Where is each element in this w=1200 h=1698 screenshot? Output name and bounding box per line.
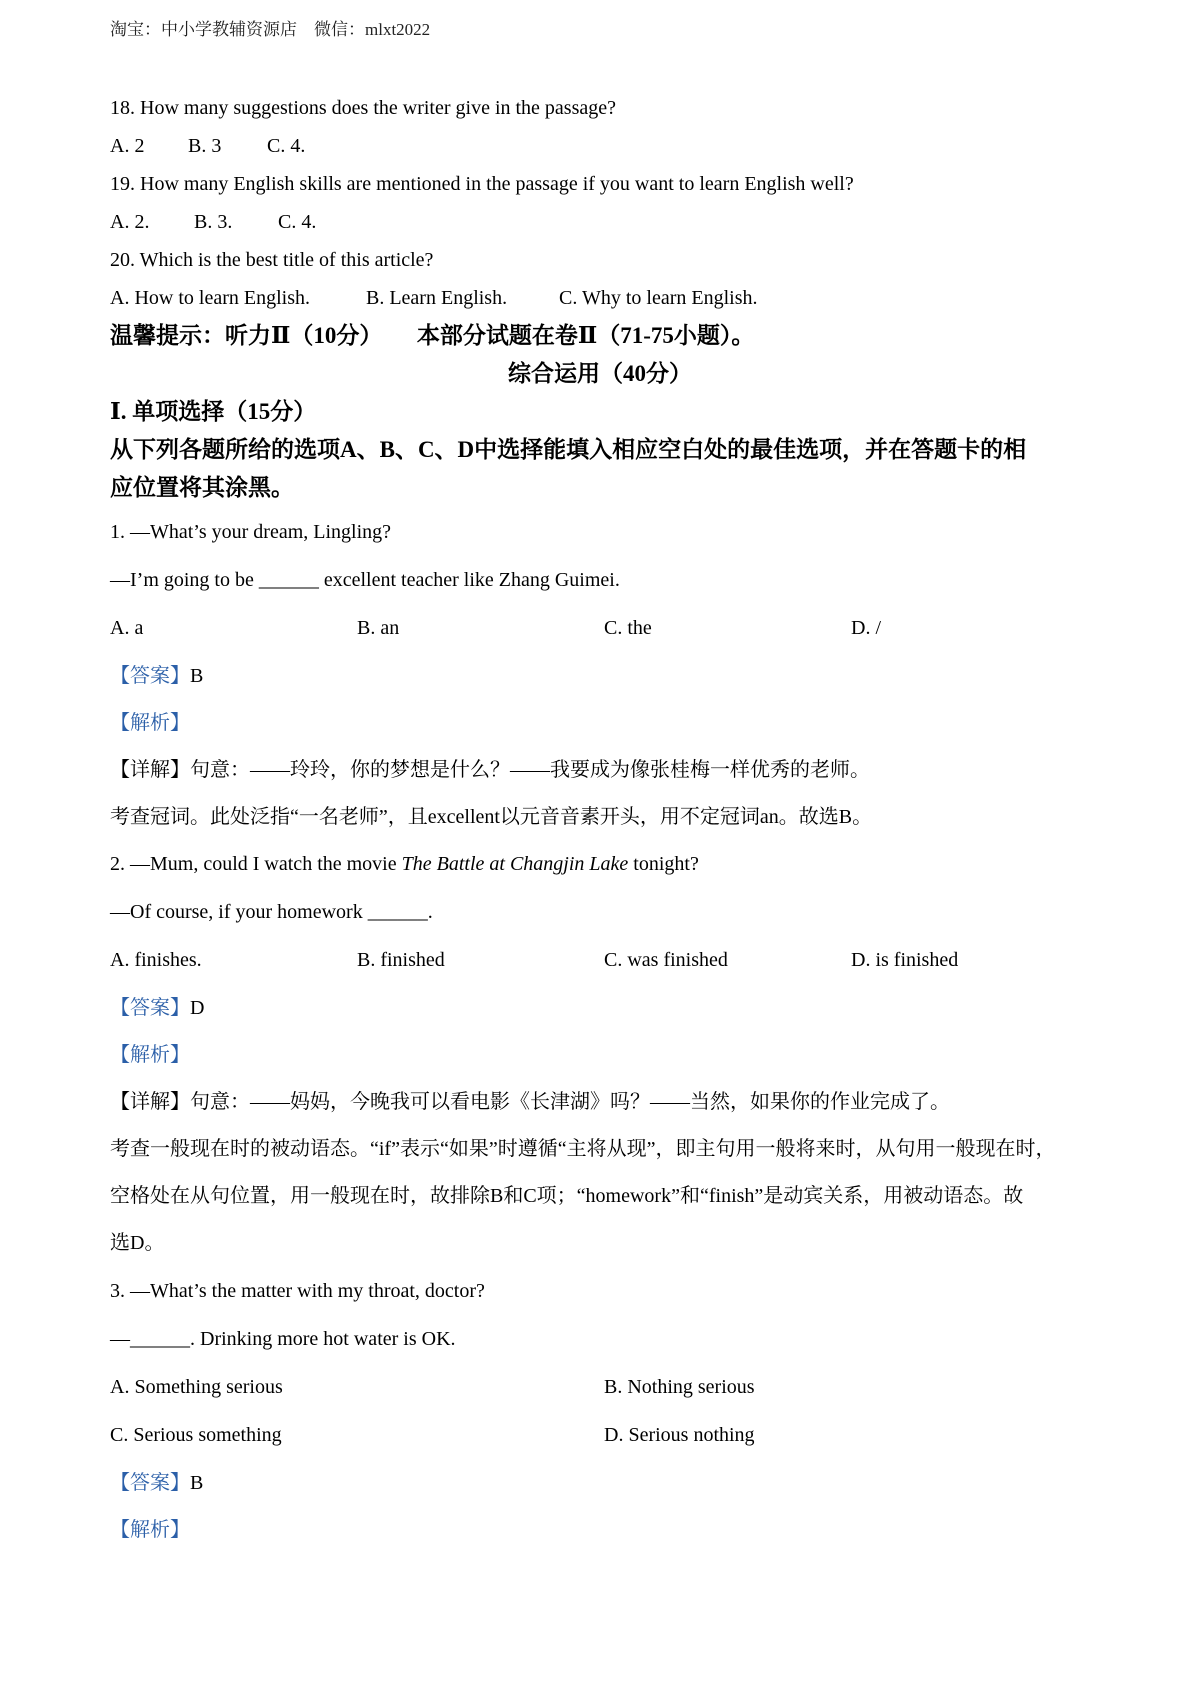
- q2-movie-title: The Battle at Changjin Lake: [401, 853, 629, 875]
- q2-stem-pre: 2. —Mum, could I watch the movie: [110, 853, 402, 875]
- q2-explanation-3: 选D。: [110, 1232, 165, 1254]
- q19-option-b: B. 3.: [194, 211, 233, 233]
- answer-tag: 【答案】: [110, 997, 190, 1019]
- instruction-line-2: 应位置将其涂黑。: [110, 475, 294, 500]
- q3-reply: —______. Drinking more hot water is OK.: [110, 1328, 456, 1350]
- q20-option-b: B. Learn English.: [366, 287, 508, 309]
- q2-option-a: A. finishes.: [110, 949, 202, 971]
- q20-option-a: A. How to learn English.: [110, 287, 310, 309]
- q18-option-a: A. 2: [110, 135, 145, 157]
- q1-explanation: 考查冠词。此处泛指“一名老师”，且excellent以元音音素开头，用不定冠词an。故选B。: [110, 806, 873, 828]
- q1-analysis-tag: 【解析】: [110, 712, 190, 734]
- q2-detail: 【详解】句意：——妈妈，今晚我可以看电影《长津湖》吗？——当然，如果你的作业完成了。: [110, 1091, 950, 1113]
- q19-option-a: A. 2.: [110, 211, 150, 233]
- page-header: 淘宝：中小学教辅资源店 微信：mlxt2022: [110, 20, 431, 39]
- q3-answer-value: B: [190, 1472, 204, 1494]
- q3-answer: [110, 1471, 203, 1495]
- q18-stem: 18. How many suggestions does the writer give in the passage?: [110, 97, 617, 119]
- q18-option-c: C. 4.: [267, 135, 306, 157]
- part-title: Ⅰ. 单项选择（15分）: [110, 399, 317, 424]
- q18-option-b: B. 3: [188, 135, 222, 157]
- answer-tag: 【答案】: [110, 1472, 190, 1494]
- q1-answer: [110, 664, 203, 688]
- q2-analysis-tag: 【解析】: [110, 1044, 190, 1066]
- q3-option-d: D. Serious nothing: [604, 1424, 755, 1446]
- q3-analysis-tag: 【解析】: [110, 1519, 190, 1541]
- listening-tip: 温馨提示：听力Ⅱ（10分） 本部分试题在卷Ⅱ（71-75小题）。: [110, 323, 755, 348]
- q20-option-c: C. Why to learn English.: [559, 287, 758, 309]
- q1-reply: —I’m going to be ______ excellent teacher like Zhang Guimei.: [110, 569, 620, 591]
- q2-explanation-2: 空格处在从句位置，用一般现在时，故排除B和C项；“homework”和“finish”是动宾关系，用被动语态。故: [110, 1185, 1024, 1207]
- q2-option-d: D. is finished: [851, 949, 959, 971]
- q2-stem: [110, 852, 699, 876]
- q1-option-d: D. /: [851, 617, 881, 639]
- q1-answer-value: B: [190, 665, 204, 687]
- q3-stem: 3. —What’s the matter with my throat, doctor?: [110, 1280, 485, 1302]
- instruction-line-1: 从下列各题所给的选项A、B、C、D中选择能填入相应空白处的最佳选项，并在答题卡的相: [110, 437, 1027, 462]
- q1-stem: 1. —What’s your dream, Lingling?: [110, 521, 392, 543]
- q2-explanation-1: 考查一般现在时的被动语态。“if”表示“如果”时遵循“主将从现”，即主句用一般将来时，从句用一般现在时，: [110, 1138, 1056, 1160]
- q3-option-c: C. Serious something: [110, 1424, 282, 1446]
- q3-option-b: B. Nothing serious: [604, 1376, 755, 1398]
- q1-option-c: C. the: [604, 617, 652, 639]
- q2-answer-value: D: [190, 997, 205, 1019]
- q2-option-b: B. finished: [357, 949, 445, 971]
- q2-option-c: C. was finished: [604, 949, 728, 971]
- q1-detail: 【详解】句意：——玲玲，你的梦想是什么？——我要成为像张桂梅一样优秀的老师。: [110, 759, 870, 781]
- q20-stem: 20. Which is the best title of this article?: [110, 249, 434, 271]
- q3-option-a: A. Something serious: [110, 1376, 283, 1398]
- answer-tag: 【答案】: [110, 665, 190, 687]
- q2-reply: —Of course, if your homework ______.: [110, 901, 433, 923]
- q19-option-c: C. 4.: [278, 211, 317, 233]
- q2-stem-post: tonight?: [628, 853, 699, 875]
- q1-option-b: B. an: [357, 617, 400, 639]
- section-title: 综合运用（40分）: [508, 361, 692, 386]
- q2-answer: [110, 996, 204, 1020]
- q1-option-a: A. a: [110, 617, 144, 639]
- q19-stem: 19. How many English skills are mentioned in the passage if you want to learn English well?: [110, 173, 854, 195]
